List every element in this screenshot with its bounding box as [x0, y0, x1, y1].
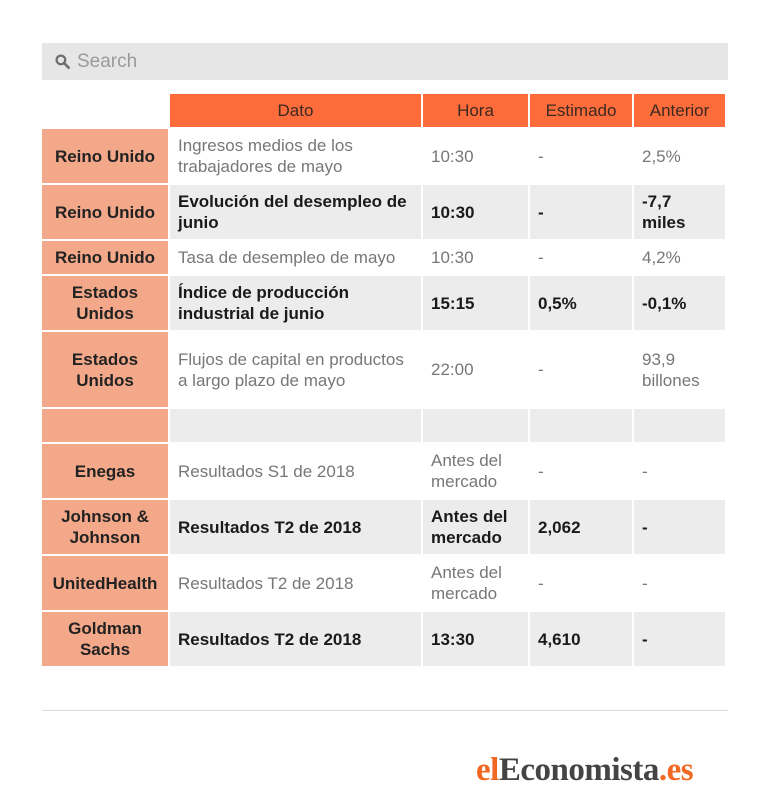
table-row-spacer	[42, 409, 727, 444]
table-row	[42, 500, 727, 556]
dato-cell: Flujos de capital en productos a largo plazo de mayo	[170, 332, 423, 409]
anterior-cell: -	[634, 612, 727, 668]
estimado-cell	[530, 409, 634, 444]
hora-cell: 13:30	[423, 612, 530, 668]
hora-cell: 10:30	[423, 241, 530, 276]
estimado-cell: -	[530, 444, 634, 500]
dato-cell: Resultados T2 de 2018	[170, 500, 423, 556]
country-cell	[42, 409, 170, 444]
anterior-cell: -0,1%	[634, 276, 727, 332]
dato-cell: Resultados T2 de 2018	[170, 556, 423, 612]
header-estimado: Estimado	[530, 94, 634, 129]
table-header-row	[42, 94, 727, 129]
anterior-cell: 93,9 billones	[634, 332, 727, 409]
table-row	[42, 444, 727, 500]
hora-cell	[423, 409, 530, 444]
hora-cell: 15:15	[423, 276, 530, 332]
country-cell: Reino Unido	[42, 241, 170, 276]
header-blank	[42, 94, 170, 129]
eleconomista-logo[interactable]	[476, 752, 693, 789]
logo-part-es: .es	[658, 752, 694, 788]
hora-cell: 22:00	[423, 332, 530, 409]
table-row	[42, 241, 727, 276]
hora-cell: Antes del mercado	[423, 444, 530, 500]
country-cell: Enegas	[42, 444, 170, 500]
dato-cell: Índice de producción industrial de junio	[170, 276, 423, 332]
header-dato: Dato	[170, 94, 423, 129]
estimado-cell: -	[530, 241, 634, 276]
header-anterior: Anterior	[634, 94, 727, 129]
estimado-cell: -	[530, 556, 634, 612]
header-hora: Hora	[423, 94, 530, 129]
dato-cell: Tasa de desempleo de mayo	[170, 241, 423, 276]
estimado-cell: -	[530, 332, 634, 409]
country-cell: Reino Unido	[42, 129, 170, 185]
anterior-cell: -	[634, 556, 727, 612]
country-cell: Estados Unidos	[42, 276, 170, 332]
dato-cell	[170, 409, 423, 444]
country-cell: UnitedHealth	[42, 556, 170, 612]
dato-cell: Ingresos medios de los trabajadores de mayo	[170, 129, 423, 185]
hora-cell: 10:30	[423, 129, 530, 185]
dato-cell: Resultados S1 de 2018	[170, 444, 423, 500]
table-row	[42, 332, 727, 409]
economic-calendar-table	[42, 94, 727, 668]
anterior-cell: -	[634, 500, 727, 556]
logo-part-economista: Economista	[498, 752, 659, 788]
hora-cell: Antes del mercado	[423, 556, 530, 612]
estimado-cell: 4,610	[530, 612, 634, 668]
dato-cell: Evolución del desempleo de junio	[170, 185, 423, 241]
search-icon	[55, 54, 70, 69]
anterior-cell: -7,7 miles	[634, 185, 727, 241]
hora-cell: 10:30	[423, 185, 530, 241]
table-row	[42, 129, 727, 185]
country-cell: Estados Unidos	[42, 332, 170, 409]
estimado-cell: -	[530, 185, 634, 241]
logo-part-el: el	[476, 752, 499, 788]
dato-cell: Resultados T2 de 2018	[170, 612, 423, 668]
estimado-cell: -	[530, 129, 634, 185]
table-row	[42, 276, 727, 332]
divider	[42, 710, 728, 711]
table-row	[42, 185, 727, 241]
estimado-cell: 2,062	[530, 500, 634, 556]
country-cell: Goldman Sachs	[42, 612, 170, 668]
estimado-cell: 0,5%	[530, 276, 634, 332]
anterior-cell: 4,2%	[634, 241, 727, 276]
anterior-cell: -	[634, 444, 727, 500]
search-bar[interactable]	[42, 43, 728, 80]
search-input[interactable]	[77, 43, 717, 80]
country-cell: Johnson & Johnson	[42, 500, 170, 556]
anterior-cell: 2,5%	[634, 129, 727, 185]
hora-cell: Antes del mercado	[423, 500, 530, 556]
country-cell: Reino Unido	[42, 185, 170, 241]
table-row	[42, 556, 727, 612]
table-row	[42, 612, 727, 668]
anterior-cell	[634, 409, 727, 444]
